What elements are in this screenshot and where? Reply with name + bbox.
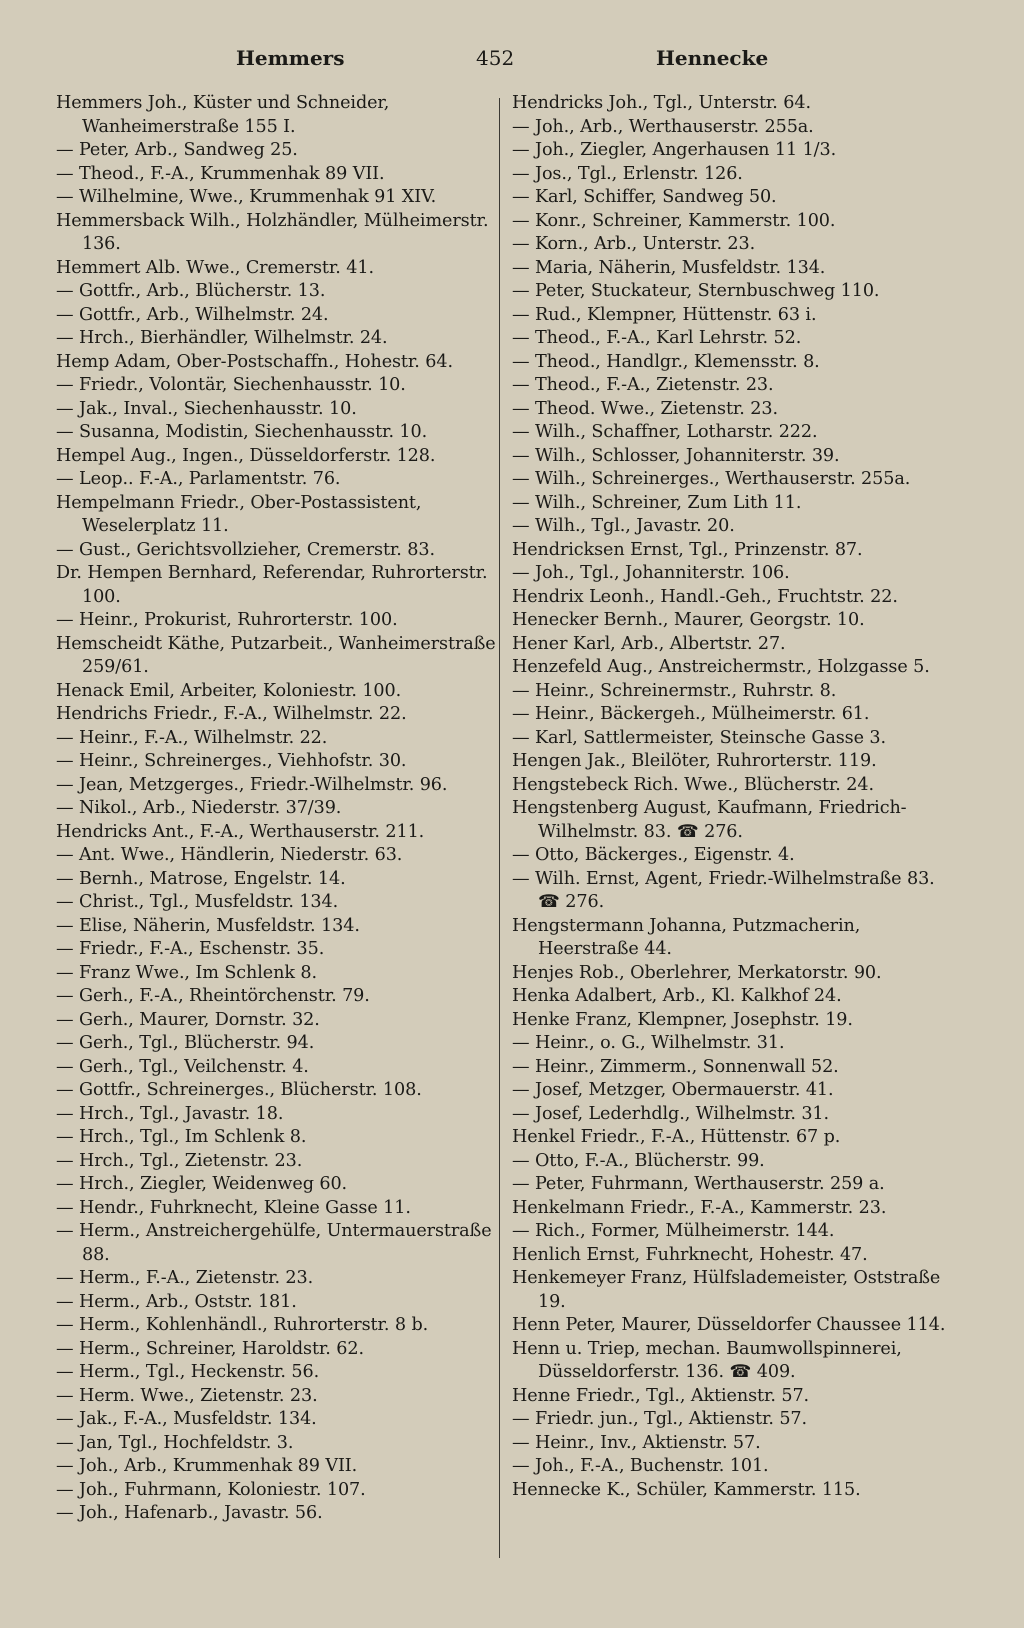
- directory-entry: Hendricks Joh., Tgl., Unterstr. 64.: [512, 93, 811, 113]
- directory-entry: — Karl, Sattlermeister, Steinsche Gasse 3.: [512, 727, 886, 748]
- directory-entry: Hengstermann Johanna, Putzmacherin, Heerstraße 44.: [512, 915, 861, 959]
- directory-entry: — Herm., Arb., Oststr. 181.: [56, 1291, 297, 1312]
- page-number: 452: [476, 46, 515, 70]
- directory-entry: — Heinr., Zimmerm., Sonnenwall 52.: [512, 1056, 839, 1077]
- directory-entry: — Leop.. F.-A., Parlamentstr. 76.: [56, 469, 341, 489]
- directory-entry: — Peter, Fuhrmann, Werthauserstr. 259 a.: [512, 1174, 885, 1194]
- directory-entry: — Josef, Lederhdlg., Wilhelmstr. 31.: [512, 1103, 830, 1124]
- directory-entry: Dr. Hempen Bernhard, Referendar, Ruhrorterstr. 100.: [56, 563, 488, 607]
- directory-entry: — Ant. Wwe., Händlerin, Niederstr. 63.: [56, 845, 403, 865]
- directory-entry: — Jan, Tgl., Hochfeldstr. 3.: [56, 1432, 294, 1453]
- directory-entry: — Hendr., Fuhrknecht, Kleine Gasse 11.: [56, 1197, 411, 1218]
- directory-entry: Hendrichs Friedr., F.-A., Wilhelmstr. 22.: [56, 704, 407, 724]
- directory-entry: — Herm. Wwe., Zietenstr. 23.: [56, 1385, 318, 1406]
- directory-entry: Hener Karl, Arb., Albertstr. 27.: [512, 633, 786, 654]
- directory-entry: Henke Franz, Klempner, Josephstr. 19.: [512, 1009, 853, 1030]
- directory-entry: Henkemeyer Franz, Hülfslademeister, Oststraße 19.: [512, 1268, 941, 1312]
- directory-entry: Hendrix Leonh., Handl.-Geh., Fruchtstr. 22.: [512, 586, 898, 607]
- directory-entry: — Joh., Ziegler, Angerhausen 11 1/3.: [512, 140, 837, 160]
- directory-entry: Hemmersback Wilh., Holzhändler, Mülheimerstr. 136.: [56, 210, 489, 254]
- directory-entry: — Gottfr., Arb., Wilhelmstr. 24.: [56, 304, 329, 325]
- directory-entry: — Hrch., Tgl., Im Schlenk 8.: [56, 1127, 307, 1147]
- directory-entry: Hemscheidt Käthe, Putzarbeit., Wanheimerstraße 259/61.: [56, 633, 496, 677]
- directory-entry: Hempelmann Friedr., Ober-Postassistent, Weselerplatz 11.: [56, 492, 422, 536]
- directory-entry: — Wilh., Schreinerges., Werthauserstr. 255a.: [512, 469, 911, 489]
- directory-entry: — Rich., Former, Mülheimerstr. 144.: [512, 1221, 835, 1241]
- directory-entry: — Gottfr., Arb., Blücherstr. 13.: [56, 281, 326, 301]
- directory-entry: — Hrch., Tgl., Javastr. 18.: [56, 1103, 284, 1124]
- directory-entry: Hemmert Alb. Wwe., Cremerstr. 41.: [56, 257, 374, 278]
- page-header: [56, 46, 956, 80]
- directory-entry: — Peter, Arb., Sandweg 25.: [56, 140, 298, 160]
- right-column: [512, 92, 954, 1502]
- directory-entry: — Bernh., Matrose, Engelstr. 14.: [56, 868, 346, 889]
- directory-entry: Henn u. Triep, mechan. Baumwollspinnerei, Düsseldorferstr. 136. ☎ 409.: [512, 1338, 902, 1382]
- directory-entry: Henjes Rob., Oberlehrer, Merkatorstr. 90.: [512, 962, 882, 983]
- directory-entry: — Jos., Tgl., Erlenstr. 126.: [512, 163, 743, 184]
- directory-entry: — Wilh., Schreiner, Zum Lith 11.: [512, 492, 802, 513]
- directory-entry: — Gerh., Maurer, Dornstr. 32.: [56, 1009, 320, 1030]
- directory-entry: — Franz Wwe., Im Schlenk 8.: [56, 962, 317, 983]
- directory-entry: — Friedr., F.-A., Eschenstr. 35.: [56, 939, 325, 959]
- directory-entry: Hempel Aug., Ingen., Düsseldorferstr. 128.: [56, 445, 436, 466]
- directory-entry: Henkelmann Friedr., F.-A., Kammerstr. 23.: [512, 1197, 887, 1218]
- directory-entry: — Heinr., Bäckergeh., Mülheimerstr. 61.: [512, 704, 870, 724]
- directory-entry: — Theod., F.-A., Krummenhak 89 VII.: [56, 163, 385, 184]
- directory-entry: — Peter, Stuckateur, Sternbuschweg 110.: [512, 281, 880, 301]
- directory-entry: — Theod., F.-A., Zietenstr. 23.: [512, 375, 774, 395]
- directory-entry: — Joh., Tgl., Johanniterstr. 106.: [512, 563, 790, 583]
- directory-entry: — Herm., Anstreichergehülfe, Untermauerstraße 88.: [56, 1221, 492, 1265]
- directory-entry: Henka Adalbert, Arb., Kl. Kalkhof 24.: [512, 986, 842, 1006]
- directory-entry: Henzefeld Aug., Anstreichermstr., Holzgasse 5.: [512, 657, 930, 677]
- directory-entry: Henack Emil, Arbeiter, Koloniestr. 100.: [56, 680, 402, 701]
- directory-entry: Hendricks Ant., F.-A., Werthauserstr. 211.: [56, 821, 425, 842]
- directory-entry: Henn Peter, Maurer, Düsseldorfer Chaussee 114.: [512, 1315, 946, 1335]
- directory-entry: — Heinr., Schreinerges., Viehhofstr. 30.: [56, 751, 407, 771]
- column-divider: [499, 98, 500, 1558]
- directory-entry: — Wilh., Schaffner, Lotharstr. 222.: [512, 422, 818, 442]
- directory-entry: — Korn., Arb., Unterstr. 23.: [512, 234, 756, 254]
- directory-entry: — Theod. Wwe., Zietenstr. 23.: [512, 398, 778, 419]
- directory-entry: — Gerh., Tgl., Blücherstr. 94.: [56, 1033, 315, 1053]
- directory-entry: — Jak., F.-A., Musfeldstr. 134.: [56, 1409, 317, 1429]
- directory-entry: Henkel Friedr., F.-A., Hüttenstr. 67 p.: [512, 1127, 841, 1147]
- directory-entry: — Heinr., F.-A., Wilhelmstr. 22.: [56, 727, 328, 748]
- directory-entry: — Heinr., Inv., Aktienstr. 57.: [512, 1432, 761, 1453]
- directory-entry: — Heinr., o. G., Wilhelmstr. 31.: [512, 1033, 785, 1053]
- directory-entry: — Konr., Schreiner, Kammerstr. 100.: [512, 210, 836, 231]
- directory-entry: — Herm., Tgl., Heckenstr. 56.: [56, 1362, 320, 1382]
- header-right-word: Hennecke: [656, 46, 769, 70]
- directory-entry: — Wilh., Schlosser, Johanniterstr. 39.: [512, 445, 840, 466]
- directory-entry: — Hrch., Ziegler, Weidenweg 60.: [56, 1174, 348, 1194]
- directory-entry: — Theod., Handlgr., Klemensstr. 8.: [512, 351, 820, 372]
- directory-entry: — Gottfr., Schreinerges., Blücherstr. 108.: [56, 1080, 422, 1100]
- directory-entry: — Nikol., Arb., Niederstr. 37/39.: [56, 798, 342, 818]
- directory-entry: — Karl, Schiffer, Sandweg 50.: [512, 187, 777, 207]
- directory-entry: Hengen Jak., Bleilöter, Ruhrorterstr. 119.: [512, 751, 877, 771]
- directory-entry: — Jak., Inval., Siechenhausstr. 10.: [56, 398, 357, 419]
- header-left-word: Hemmers: [236, 46, 345, 70]
- directory-entry: Hemp Adam, Ober-Postschaffn., Hohestr. 64.: [56, 351, 453, 372]
- directory-entry: Hendricksen Ernst, Tgl., Prinzenstr. 87.: [512, 539, 863, 560]
- directory-entry: — Heinr., Schreinermstr., Ruhrstr. 8.: [512, 680, 837, 701]
- directory-entry: — Wilh., Tgl., Javastr. 20.: [512, 516, 735, 536]
- directory-entry: — Gerh., F.-A., Rheintörchenstr. 79.: [56, 986, 370, 1006]
- directory-entry: — Heinr., Prokurist, Ruhrorterstr. 100.: [56, 610, 398, 630]
- directory-entry: — Joh., Arb., Krummenhak 89 VII.: [56, 1456, 358, 1476]
- directory-entry: — Hrch., Tgl., Zietenstr. 23.: [56, 1150, 303, 1171]
- directory-entry: Henne Friedr., Tgl., Aktienstr. 57.: [512, 1385, 810, 1406]
- directory-entry: — Gust., Gerichtsvollzieher, Cremerstr. 83.: [56, 539, 435, 560]
- directory-entry: Henecker Bernh., Maurer, Georgstr. 10.: [512, 610, 865, 630]
- directory-entry: — Otto, Bäckerges., Eigenstr. 4.: [512, 845, 795, 865]
- directory-entry: — Maria, Näherin, Musfeldstr. 134.: [512, 257, 826, 278]
- left-column: [56, 92, 498, 1526]
- directory-entry: — Herm., F.-A., Zietenstr. 23.: [56, 1268, 314, 1288]
- directory-entry: Hengstebeck Rich. Wwe., Blücherstr. 24.: [512, 774, 874, 795]
- directory-entry: — Wilhelmine, Wwe., Krummenhak 91 XIV.: [56, 187, 437, 207]
- directory-entry: Hemmers Joh., Küster und Schneider, Wanheimerstraße 155 I.: [56, 93, 390, 137]
- directory-entry: — Christ., Tgl., Musfeldstr. 134.: [56, 892, 339, 912]
- directory-entry: — Herm., Schreiner, Haroldstr. 62.: [56, 1338, 364, 1359]
- directory-entry: — Susanna, Modistin, Siechenhausstr. 10.: [56, 422, 428, 442]
- directory-entry: — Elise, Näherin, Musfeldstr. 134.: [56, 915, 360, 936]
- directory-entry: — Theod., F.-A., Karl Lehrstr. 52.: [512, 328, 802, 348]
- directory-entry: — Friedr., Volontär, Siechenhausstr. 10.: [56, 375, 406, 395]
- directory-entry: — Rud., Klempner, Hüttenstr. 63 i.: [512, 304, 817, 325]
- directory-entry: — Herm., Kohlenhändl., Ruhrorterstr. 8 b.: [56, 1315, 429, 1335]
- directory-entry: — Gerh., Tgl., Veilchenstr. 4.: [56, 1056, 309, 1077]
- directory-entry: — Hrch., Bierhändler, Wilhelmstr. 24.: [56, 328, 388, 348]
- directory-entry: — Otto, F.-A., Blücherstr. 99.: [512, 1150, 765, 1171]
- directory-entry: — Joh., Arb., Werthauserstr. 255a.: [512, 116, 814, 137]
- directory-entry: — Wilh. Ernst, Agent, Friedr.-Wilhelmstraße 83. ☎ 276.: [512, 868, 935, 912]
- directory-entry: — Joh., Hafenarb., Javastr. 56.: [56, 1503, 323, 1523]
- directory-entry: — Joh., F.-A., Buchenstr. 101.: [512, 1456, 769, 1476]
- directory-entry: — Josef, Metzger, Obermauerstr. 41.: [512, 1080, 834, 1100]
- directory-entry: Henlich Ernst, Fuhrknecht, Hohestr. 47.: [512, 1244, 868, 1265]
- directory-entry: — Jean, Metzgerges., Friedr.-Wilhelmstr. 96.: [56, 774, 448, 795]
- directory-entry: Hengstenberg August, Kaufmann, Friedrich-Wilhelmstr. 83. ☎ 276.: [512, 798, 907, 842]
- directory-entry: — Joh., Fuhrmann, Koloniestr. 107.: [56, 1479, 366, 1500]
- directory-entry: Hennecke K., Schüler, Kammerstr. 115.: [512, 1479, 861, 1500]
- directory-entry: — Friedr. jun., Tgl., Aktienstr. 57.: [512, 1409, 808, 1429]
